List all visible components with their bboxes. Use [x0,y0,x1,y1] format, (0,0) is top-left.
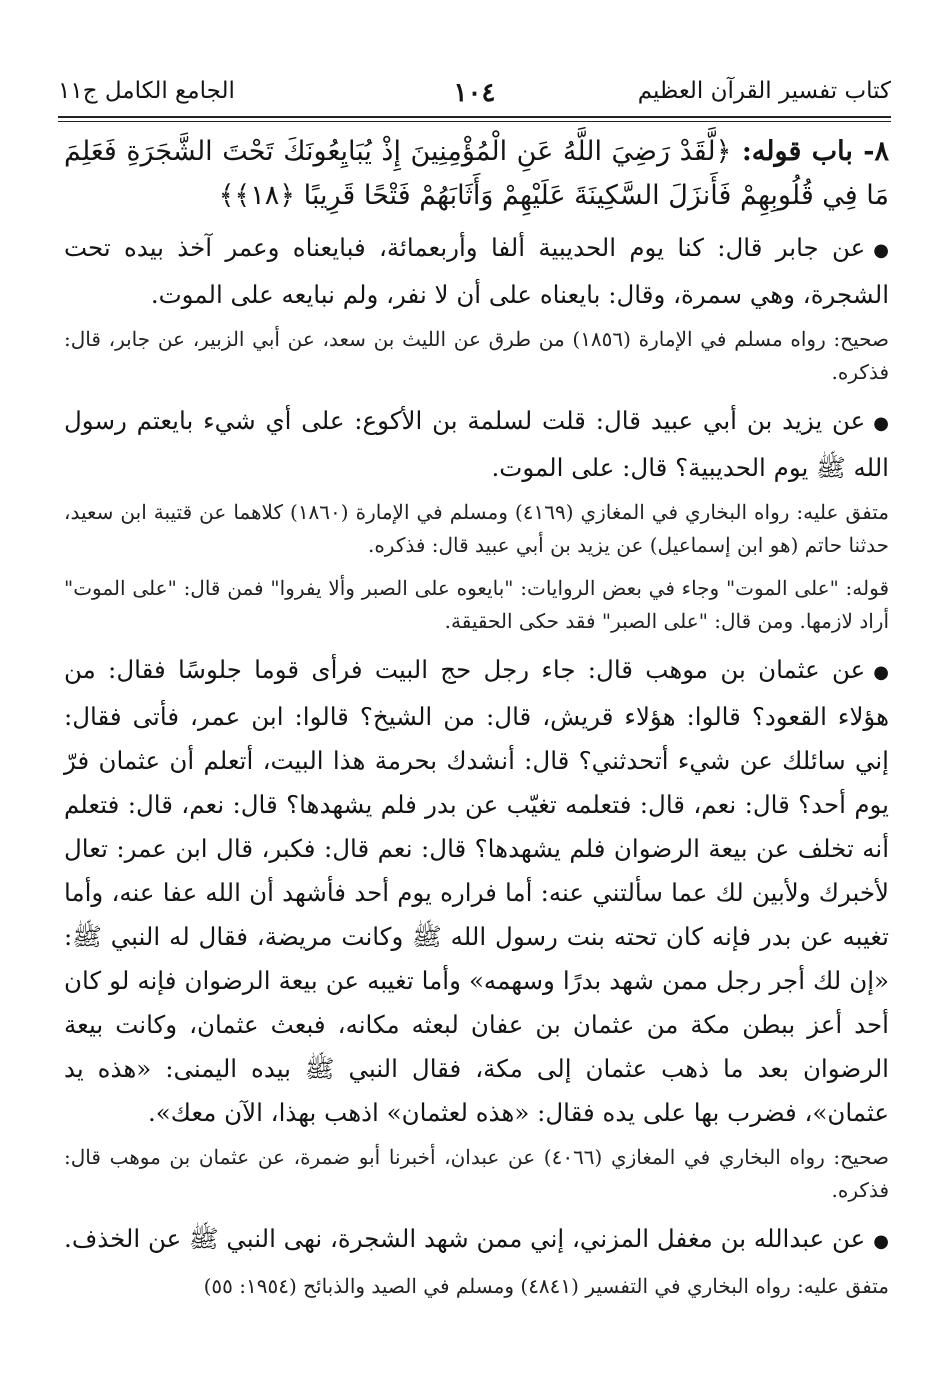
header-rule-thin [58,121,891,122]
page-number: ١٠٤ [453,78,496,108]
hadith-text: عن عبدالله بن مغفل المزني، إني ممن شهد الشجرة، نهى النبي ﷺ عن الخذف. [64,1224,866,1253]
volume-label: الجامع الكامل ج١١ [58,78,235,104]
bullet-icon: ● [873,240,889,261]
hadith-paragraph [64,1217,889,1264]
bullet-icon: ● [873,1231,889,1252]
takhrij-note: صحيح: رواه البخاري في المغازي (٤٠٦٦) عن عبدان، أخبرنا أبو ضمرة، عن عثمان بن موهب قال: فذكره. [64,1145,889,1202]
header-rule-thick [58,116,891,118]
running-header [58,70,891,118]
page-body [64,130,889,1313]
takhrij-note: متفق عليه: رواه البخاري في المغازي (٤١٦٩) ومسلم في الإمارة (١٨٦٠) كلاهما عن قتيبة ابن سعيد، حدثنا حاتم (هو ابن إسماعيل) عن يزيد بن أبي عبيد قال: فذكره. [64,500,889,557]
hadith-paragraph [64,399,889,490]
bullet-icon: ● [873,662,889,683]
hadith-text: عن جابر قال: كنا يوم الحديبية ألفا وأربعمائة، فبايعناه وعمر آخذ بيده تحت الشجرة، وهي سمرة، وقال: بايعناه على أن لا نفر، ولم نبايعه على الموت. [64,233,889,309]
hadith-text: عن عثمان بن موهب قال: جاء رجل حج البيت فرأى قوما جلوسًا فقال: من هؤلاء القعود؟ قالوا: هؤلاء قريش، قال: من الشيخ؟ قالوا: ابن عمر، فأتى فقال: إني سائلك عن شيء أتحدثني؟ قال: أنشدك بحرمة هذا البيت، أتعلم أن عثمان فرّ يوم أحد؟ قال: نعم، قال: فتعلمه تغيّب عن بدر فلم يشهدها؟ قال: نعم، قال: فتعلم أنه تخلف عن بيعة الرضوان فلم يشهدها؟ قال: نعم قال: فكبر، قال ابن عمر: تعال لأخبرك ولأبين لك عما سألتني عنه: أما فراره يوم أحد فأشهد أن الله عفا عنه، وأما تغيبه عن بدر فإنه كان تحته بنت رسول الله ﷺ وكانت مريضة، فقال له النبي ﷺ: «إن لك أجر رجل ممن شهد بدرًا وسهمه» وأما تغيبه عن بيعة الرضوان فإنه لو كان أحد أعز ببطن مكة من عثمان بن عفان لبعثه مكانه، فبعث عثمان، وكانت بيعة الرضوان بعد ما ذهب عثمان إلى مكة، فقال النبي ﷺ بيده اليمنى: «هذه يد عثمان»، فضرب بها على يده فقال: «هذه لعثمان» اذهب بهذا، الآن معك». [64,655,889,1127]
takhrij-note: صحيح: رواه مسلم في الإمارة (١٨٥٦) من طرق عن الليث بن سعد، عن أبي الزبير، عن جابر، قال: فذكره. [64,327,890,384]
hadith-text: عن يزيد بن أبي عبيد قال: قلت لسلمة بن الأكوع: على أي شيء بايعتم رسول الله ﷺ يوم الحديبية؟ قال: على الموت. [64,406,889,482]
chapter-label: باب قوله: [741,136,853,167]
hadith-paragraph [64,648,889,1135]
hadith-paragraph [64,226,889,317]
commentary-note: قوله: "على الموت" وجاء في بعض الروايات: "بايعوه على الصبر وألا يفروا" فمن قال: "على الموت" أراد لازمها. ومن قال: "على الصبر" فقد حكى الحقيقة. [64,576,889,633]
takhrij-note: متفق عليه: رواه البخاري في التفسير (٤٨٤١) ومسلم في الصيد والذبائح (١٩٥٤: ٥٥) [203,1274,889,1298]
book-title: كتاب تفسير القرآن العظيم [637,78,891,104]
quran-verse: ﴿لَّقَدْ رَضِيَ اللَّهُ عَنِ الْمُؤْمِنِينَ إِذْ يُبَايِعُونَكَ تَحْتَ الشَّجَرَةِ فَعَلِمَ مَا فِي قُلُوبِهِمْ فَأَنزَلَ السَّكِينَةَ عَلَيْهِمْ وَأَثَابَهُمْ فَتْحًا قَرِيبًا ﴿١٨﴾﴾ [64,136,889,211]
chapter-heading [64,130,889,218]
chapter-number: ٨- [863,136,889,167]
bullet-icon: ● [873,413,889,434]
